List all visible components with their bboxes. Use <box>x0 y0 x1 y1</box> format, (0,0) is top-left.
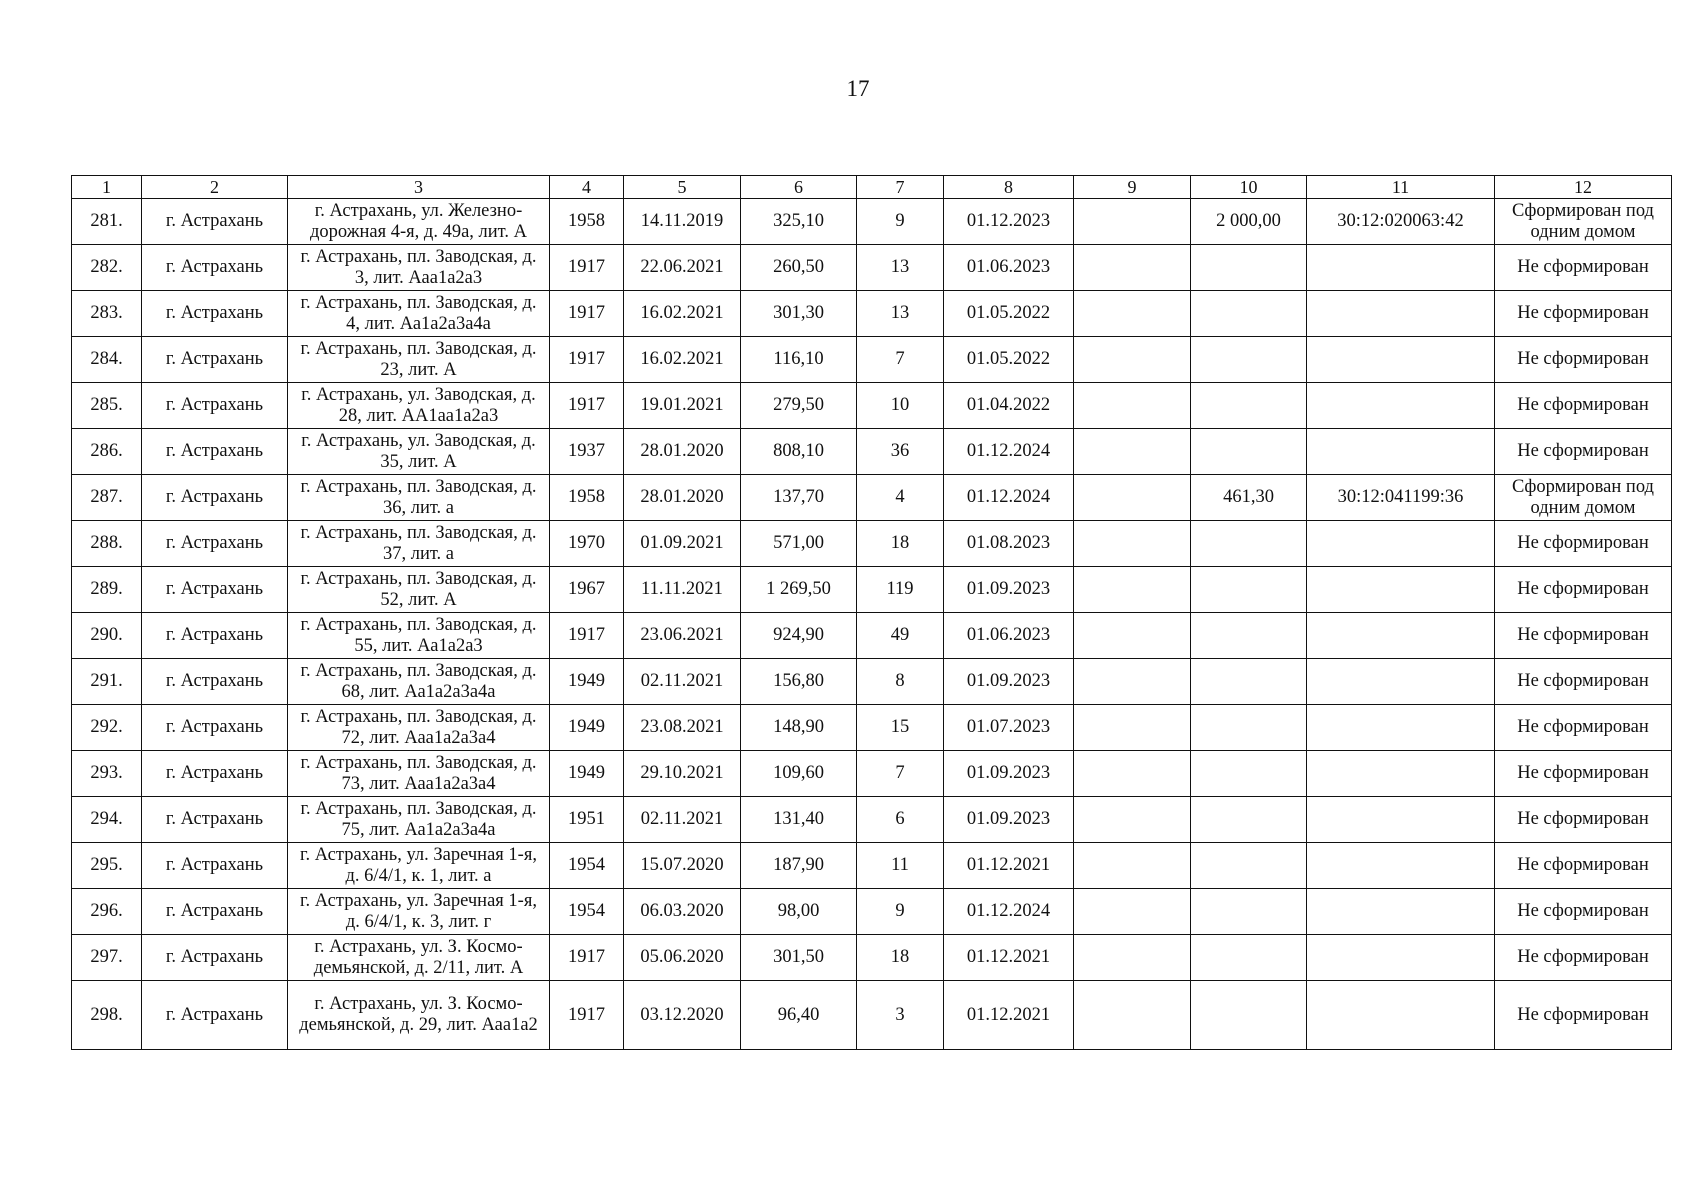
cell-build-year: 1917 <box>550 935 624 981</box>
column-header: 1 <box>72 176 142 199</box>
cell-settlement: г. Астрахань <box>142 843 288 889</box>
cell-build-year: 1917 <box>550 337 624 383</box>
cell-address: г. Астрахань, пл. Заводская, д. 23, лит. А <box>288 337 550 383</box>
cell-land-status: Не сформирован <box>1495 613 1672 659</box>
cell-land-status: Не сформирован <box>1495 751 1672 797</box>
cell-settlement: г. Астрахань <box>142 889 288 935</box>
table-row <box>72 429 1672 475</box>
column-header: 10 <box>1191 176 1307 199</box>
cell-settlement: г. Астрахань <box>142 613 288 659</box>
cell-residents: 13 <box>857 291 944 337</box>
cell-row-number: 298. <box>72 981 142 1050</box>
cell-build-year: 1967 <box>550 567 624 613</box>
cell-address: г. Астрахань, ул. Заречная 1-я, д. 6/4/1, к. 1, лит. а <box>288 843 550 889</box>
cell-row-number: 297. <box>72 935 142 981</box>
column-header: 11 <box>1307 176 1495 199</box>
cell-resettlement-deadline: 01.12.2021 <box>944 935 1074 981</box>
column-header: 2 <box>142 176 288 199</box>
cell-residents: 36 <box>857 429 944 475</box>
cell-land-status: Не сформирован <box>1495 981 1672 1050</box>
cell-land-area <box>1191 521 1307 567</box>
cell-resettlement-deadline: 01.04.2022 <box>944 383 1074 429</box>
table-row <box>72 567 1672 613</box>
cell-date-recognized: 03.12.2020 <box>624 981 741 1050</box>
cell-date-recognized: 05.06.2020 <box>624 935 741 981</box>
cell-land-area <box>1191 751 1307 797</box>
cell-settlement: г. Астрахань <box>142 981 288 1050</box>
cell-residents: 6 <box>857 797 944 843</box>
cell-land-status: Не сформирован <box>1495 291 1672 337</box>
table-row <box>72 383 1672 429</box>
cell-cadastral-number <box>1307 659 1495 705</box>
cell-address: г. Астрахань, пл. Заводская, д. 72, лит. Ааа1а2а3а4 <box>288 705 550 751</box>
cell-address: г. Астрахань, пл. Заводская, д. 68, лит. Аа1а2а3а4а <box>288 659 550 705</box>
cell-address: г. Астрахань, пл. Заводская, д. 4, лит. Аа1а2а3а4а <box>288 291 550 337</box>
cell-settlement: г. Астрахань <box>142 245 288 291</box>
cell-area: 279,50 <box>741 383 857 429</box>
cell-row-number: 284. <box>72 337 142 383</box>
cell-settlement: г. Астрахань <box>142 567 288 613</box>
column-header: 8 <box>944 176 1074 199</box>
cell-land-status: Сформирован под одним домом <box>1495 475 1672 521</box>
cell-address: г. Астрахань, ул. Заводская, д. 35, лит. А <box>288 429 550 475</box>
table-row <box>72 291 1672 337</box>
cell-column-9 <box>1074 935 1191 981</box>
cell-residents: 13 <box>857 245 944 291</box>
cell-area: 116,10 <box>741 337 857 383</box>
cell-address: г. Астрахань, пл. Заводская, д. 75, лит. Аа1а2а3а4а <box>288 797 550 843</box>
cell-cadastral-number <box>1307 935 1495 981</box>
cell-resettlement-deadline: 01.09.2023 <box>944 659 1074 705</box>
cell-row-number: 282. <box>72 245 142 291</box>
cell-resettlement-deadline: 01.09.2023 <box>944 567 1074 613</box>
cell-build-year: 1958 <box>550 199 624 245</box>
cell-row-number: 293. <box>72 751 142 797</box>
cell-row-number: 290. <box>72 613 142 659</box>
cell-cadastral-number <box>1307 981 1495 1050</box>
cell-cadastral-number <box>1307 567 1495 613</box>
column-header: 9 <box>1074 176 1191 199</box>
cell-cadastral-number <box>1307 797 1495 843</box>
table-row <box>72 751 1672 797</box>
cell-area: 137,70 <box>741 475 857 521</box>
cell-date-recognized: 14.11.2019 <box>624 199 741 245</box>
cell-date-recognized: 22.06.2021 <box>624 245 741 291</box>
cell-build-year: 1917 <box>550 981 624 1050</box>
cell-settlement: г. Астрахань <box>142 935 288 981</box>
cell-cadastral-number <box>1307 705 1495 751</box>
cell-row-number: 286. <box>72 429 142 475</box>
cell-residents: 9 <box>857 889 944 935</box>
cell-area: 1 269,50 <box>741 567 857 613</box>
page-number: 17 <box>846 76 870 101</box>
cell-settlement: г. Астрахань <box>142 475 288 521</box>
header-row <box>72 176 1672 199</box>
cell-land-status: Не сформирован <box>1495 843 1672 889</box>
cell-land-area <box>1191 567 1307 613</box>
cell-address: г. Астрахань, пл. Заводская, д. 73, лит. Ааа1а2а3а4 <box>288 751 550 797</box>
cell-address: г. Астрахань, ул. Заречная 1-я, д. 6/4/1, к. 3, лит. г <box>288 889 550 935</box>
cell-build-year: 1917 <box>550 245 624 291</box>
cell-area: 96,40 <box>741 981 857 1050</box>
table-row <box>72 935 1672 981</box>
cell-area: 109,60 <box>741 751 857 797</box>
cell-column-9 <box>1074 199 1191 245</box>
cell-row-number: 285. <box>72 383 142 429</box>
cell-resettlement-deadline: 01.06.2023 <box>944 245 1074 291</box>
cell-land-status: Не сформирован <box>1495 567 1672 613</box>
cell-date-recognized: 19.01.2021 <box>624 383 741 429</box>
cell-land-area <box>1191 843 1307 889</box>
cell-cadastral-number <box>1307 429 1495 475</box>
cell-area: 808,10 <box>741 429 857 475</box>
cell-resettlement-deadline: 01.08.2023 <box>944 521 1074 567</box>
cell-build-year: 1970 <box>550 521 624 567</box>
cell-land-area <box>1191 383 1307 429</box>
table-body <box>72 199 1672 1050</box>
cell-area: 571,00 <box>741 521 857 567</box>
cell-row-number: 296. <box>72 889 142 935</box>
cell-build-year: 1954 <box>550 889 624 935</box>
cell-resettlement-deadline: 01.12.2024 <box>944 429 1074 475</box>
cell-resettlement-deadline: 01.06.2023 <box>944 613 1074 659</box>
cell-date-recognized: 23.06.2021 <box>624 613 741 659</box>
cell-land-area <box>1191 659 1307 705</box>
cell-cadastral-number <box>1307 613 1495 659</box>
cell-land-area <box>1191 291 1307 337</box>
cell-column-9 <box>1074 705 1191 751</box>
cell-cadastral-number <box>1307 751 1495 797</box>
cell-land-area <box>1191 337 1307 383</box>
cell-build-year: 1917 <box>550 613 624 659</box>
cell-area: 187,90 <box>741 843 857 889</box>
cell-column-9 <box>1074 291 1191 337</box>
cell-residents: 3 <box>857 981 944 1050</box>
cell-area: 325,10 <box>741 199 857 245</box>
cell-resettlement-deadline: 01.05.2022 <box>944 291 1074 337</box>
cell-date-recognized: 06.03.2020 <box>624 889 741 935</box>
housing-registry-table <box>71 175 1672 1050</box>
cell-land-area: 461,30 <box>1191 475 1307 521</box>
cell-address: г. Астрахань, пл. Заводская, д. 52, лит. А <box>288 567 550 613</box>
cell-column-9 <box>1074 475 1191 521</box>
cell-column-9 <box>1074 797 1191 843</box>
cell-area: 301,50 <box>741 935 857 981</box>
cell-area: 148,90 <box>741 705 857 751</box>
table-row <box>72 245 1672 291</box>
cell-column-9 <box>1074 521 1191 567</box>
table-row <box>72 981 1672 1050</box>
cell-cadastral-number <box>1307 291 1495 337</box>
cell-build-year: 1949 <box>550 705 624 751</box>
cell-resettlement-deadline: 01.12.2023 <box>944 199 1074 245</box>
cell-date-recognized: 02.11.2021 <box>624 659 741 705</box>
cell-date-recognized: 28.01.2020 <box>624 475 741 521</box>
table-row <box>72 705 1672 751</box>
cell-area: 924,90 <box>741 613 857 659</box>
table-row <box>72 659 1672 705</box>
cell-land-area: 2 000,00 <box>1191 199 1307 245</box>
table-row <box>72 843 1672 889</box>
cell-residents: 119 <box>857 567 944 613</box>
column-header: 3 <box>288 176 550 199</box>
cell-area: 260,50 <box>741 245 857 291</box>
cell-land-status: Не сформирован <box>1495 383 1672 429</box>
cell-column-9 <box>1074 889 1191 935</box>
cell-land-status: Не сформирован <box>1495 889 1672 935</box>
cell-date-recognized: 15.07.2020 <box>624 843 741 889</box>
cell-settlement: г. Астрахань <box>142 705 288 751</box>
cell-address: г. Астрахань, пл. Заводская, д. 55, лит. Аа1а2а3 <box>288 613 550 659</box>
cell-land-status: Не сформирован <box>1495 245 1672 291</box>
table-row <box>72 797 1672 843</box>
cell-land-status: Не сформирован <box>1495 521 1672 567</box>
cell-land-area <box>1191 889 1307 935</box>
cell-column-9 <box>1074 613 1191 659</box>
cell-settlement: г. Астрахань <box>142 659 288 705</box>
cell-land-area <box>1191 613 1307 659</box>
cell-row-number: 292. <box>72 705 142 751</box>
cell-address: г. Астрахань, пл. Заводская, д. 36, лит. а <box>288 475 550 521</box>
cell-address: г. Астрахань, пл. Заводская, д. 3, лит. Ааа1а2а3 <box>288 245 550 291</box>
cell-column-9 <box>1074 659 1191 705</box>
cell-date-recognized: 16.02.2021 <box>624 337 741 383</box>
table-row <box>72 199 1672 245</box>
cell-cadastral-number <box>1307 383 1495 429</box>
cell-land-area <box>1191 429 1307 475</box>
cell-land-status: Не сформирован <box>1495 797 1672 843</box>
cell-settlement: г. Астрахань <box>142 797 288 843</box>
cell-residents: 15 <box>857 705 944 751</box>
cell-residents: 4 <box>857 475 944 521</box>
cell-cadastral-number <box>1307 337 1495 383</box>
cell-date-recognized: 16.02.2021 <box>624 291 741 337</box>
cell-row-number: 287. <box>72 475 142 521</box>
cell-land-status: Не сформирован <box>1495 935 1672 981</box>
cell-cadastral-number: 30:12:020063:42 <box>1307 199 1495 245</box>
cell-land-status: Не сформирован <box>1495 429 1672 475</box>
cell-cadastral-number <box>1307 521 1495 567</box>
cell-residents: 9 <box>857 199 944 245</box>
cell-settlement: г. Астрахань <box>142 751 288 797</box>
cell-row-number: 295. <box>72 843 142 889</box>
cell-residents: 8 <box>857 659 944 705</box>
cell-address: г. Астрахань, ул. З. Космо-демьянской, д. 2/11, лит. А <box>288 935 550 981</box>
cell-row-number: 283. <box>72 291 142 337</box>
column-header: 12 <box>1495 176 1672 199</box>
cell-build-year: 1949 <box>550 751 624 797</box>
cell-residents: 18 <box>857 521 944 567</box>
cell-column-9 <box>1074 383 1191 429</box>
cell-date-recognized: 28.01.2020 <box>624 429 741 475</box>
column-header: 4 <box>550 176 624 199</box>
cell-settlement: г. Астрахань <box>142 429 288 475</box>
cell-settlement: г. Астрахань <box>142 291 288 337</box>
cell-cadastral-number <box>1307 889 1495 935</box>
table-row <box>72 475 1672 521</box>
table-row <box>72 889 1672 935</box>
cell-resettlement-deadline: 01.05.2022 <box>944 337 1074 383</box>
cell-land-status: Не сформирован <box>1495 705 1672 751</box>
cell-resettlement-deadline: 01.09.2023 <box>944 797 1074 843</box>
cell-date-recognized: 01.09.2021 <box>624 521 741 567</box>
cell-build-year: 1949 <box>550 659 624 705</box>
cell-land-status: Не сформирован <box>1495 337 1672 383</box>
cell-date-recognized: 23.08.2021 <box>624 705 741 751</box>
column-header: 5 <box>624 176 741 199</box>
cell-land-area <box>1191 705 1307 751</box>
cell-address: г. Астрахань, ул. З. Космо-демьянской, д. 29, лит. Ааа1а2 <box>288 981 550 1050</box>
table-header <box>72 176 1672 199</box>
cell-resettlement-deadline: 01.12.2021 <box>944 843 1074 889</box>
cell-settlement: г. Астрахань <box>142 521 288 567</box>
cell-residents: 11 <box>857 843 944 889</box>
cell-build-year: 1917 <box>550 383 624 429</box>
table-row <box>72 521 1672 567</box>
cell-build-year: 1951 <box>550 797 624 843</box>
cell-resettlement-deadline: 01.09.2023 <box>944 751 1074 797</box>
cell-area: 156,80 <box>741 659 857 705</box>
cell-residents: 10 <box>857 383 944 429</box>
cell-date-recognized: 29.10.2021 <box>624 751 741 797</box>
cell-date-recognized: 02.11.2021 <box>624 797 741 843</box>
cell-build-year: 1937 <box>550 429 624 475</box>
cell-build-year: 1954 <box>550 843 624 889</box>
cell-date-recognized: 11.11.2021 <box>624 567 741 613</box>
cell-area: 131,40 <box>741 797 857 843</box>
cell-resettlement-deadline: 01.07.2023 <box>944 705 1074 751</box>
cell-settlement: г. Астрахань <box>142 383 288 429</box>
cell-row-number: 289. <box>72 567 142 613</box>
cell-area: 98,00 <box>741 889 857 935</box>
cell-column-9 <box>1074 337 1191 383</box>
cell-land-area <box>1191 981 1307 1050</box>
cell-address: г. Астрахань, ул. Заводская, д. 28, лит. АА1аа1а2а3 <box>288 383 550 429</box>
cell-cadastral-number <box>1307 245 1495 291</box>
cell-address: г. Астрахань, ул. Железно-дорожная 4-я, д. 49а, лит. А <box>288 199 550 245</box>
table-row <box>72 337 1672 383</box>
cell-residents: 7 <box>857 337 944 383</box>
cell-row-number: 288. <box>72 521 142 567</box>
cell-row-number: 291. <box>72 659 142 705</box>
cell-residents: 7 <box>857 751 944 797</box>
cell-settlement: г. Астрахань <box>142 337 288 383</box>
column-header: 7 <box>857 176 944 199</box>
cell-build-year: 1917 <box>550 291 624 337</box>
cell-residents: 49 <box>857 613 944 659</box>
cell-resettlement-deadline: 01.12.2024 <box>944 475 1074 521</box>
cell-address: г. Астрахань, пл. Заводская, д. 37, лит. а <box>288 521 550 567</box>
cell-resettlement-deadline: 01.12.2024 <box>944 889 1074 935</box>
cell-row-number: 294. <box>72 797 142 843</box>
cell-cadastral-number: 30:12:041199:36 <box>1307 475 1495 521</box>
cell-column-9 <box>1074 843 1191 889</box>
column-header: 6 <box>741 176 857 199</box>
cell-land-area <box>1191 245 1307 291</box>
cell-build-year: 1958 <box>550 475 624 521</box>
cell-land-area <box>1191 935 1307 981</box>
cell-residents: 18 <box>857 935 944 981</box>
table-row <box>72 613 1672 659</box>
cell-column-9 <box>1074 567 1191 613</box>
cell-area: 301,30 <box>741 291 857 337</box>
cell-column-9 <box>1074 429 1191 475</box>
cell-resettlement-deadline: 01.12.2021 <box>944 981 1074 1050</box>
cell-column-9 <box>1074 245 1191 291</box>
cell-land-area <box>1191 797 1307 843</box>
cell-row-number: 281. <box>72 199 142 245</box>
cell-land-status: Не сформирован <box>1495 659 1672 705</box>
cell-land-status: Сформирован под одним домом <box>1495 199 1672 245</box>
cell-cadastral-number <box>1307 843 1495 889</box>
cell-column-9 <box>1074 751 1191 797</box>
cell-column-9 <box>1074 981 1191 1050</box>
cell-settlement: г. Астрахань <box>142 199 288 245</box>
